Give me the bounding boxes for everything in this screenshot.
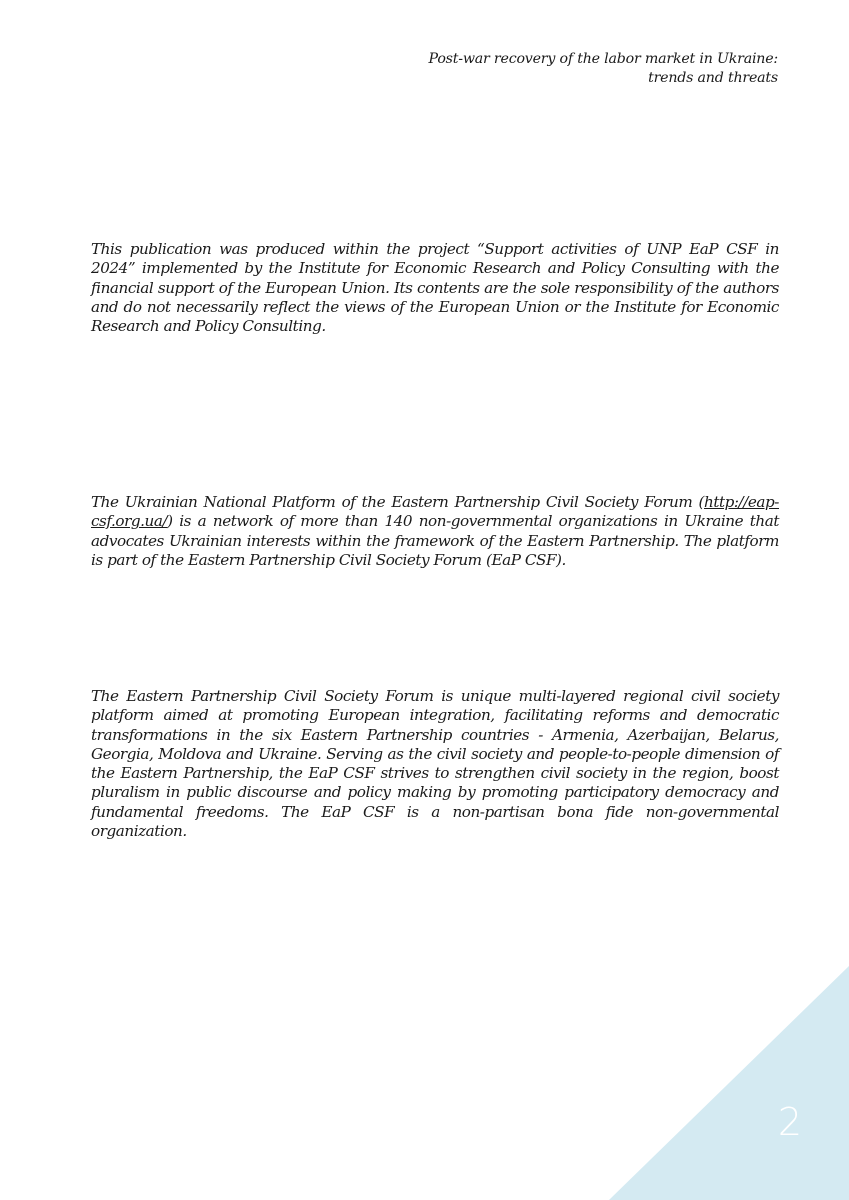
platform-paragraph <box>91 493 779 570</box>
disclaimer-paragraph: This publication was produced within the project “Support activities of UNP EaP CSF in 2024” implemented by the Institute for Economic Research and Policy Consulting with the financial support of the European Union. Its contents are the sole responsibility of the authors and do not necessarily reflect the views of the European Union or the Institute for Economic Research and Policy Consulting. <box>91 240 779 336</box>
page-number: 2 <box>777 1100 803 1144</box>
corner-triangle-decoration <box>609 966 849 1200</box>
header-title-line-1: Post-war recovery of the labor market in Ukraine: <box>428 51 778 67</box>
header-title-line-2: trends and threats <box>648 70 778 86</box>
triangle-shape-icon <box>609 966 849 1200</box>
platform-rest-text: ) is a network of more than 140 non-governmental organizations in Ukraine that advocates Ukrainian interests within the framework of the Eastern Partnership. The platform is part of the Eastern Partnership Civil Society Forum (EaP CSF). <box>91 512 779 569</box>
running-header <box>429 50 778 88</box>
platform-intro-text: The Ukrainian National Platform of the Eastern Partnership Civil Society Forum ( <box>91 493 704 511</box>
forum-paragraph: The Eastern Partnership Civil Society Forum is unique multi-layered regional civil society platform aimed at promoting European integration, facilitating reforms and democratic transformations in the six Eastern Partnership countries - Armenia, Azerbaijan, Belarus, Georgia, Moldova and Ukraine. Serving as the civil society and people-to-people dimension of the Eastern Partnership, the EaP CSF strives to strengthen civil society in the region, boost pluralism in public discourse and policy making by promoting participatory democracy and fundamental freedoms. The EaP CSF is a non-partisan bona fide non-governmental organization. <box>91 687 779 841</box>
platform-website-link[interactable]: http://eap-csf.org.ua/ <box>91 493 779 531</box>
